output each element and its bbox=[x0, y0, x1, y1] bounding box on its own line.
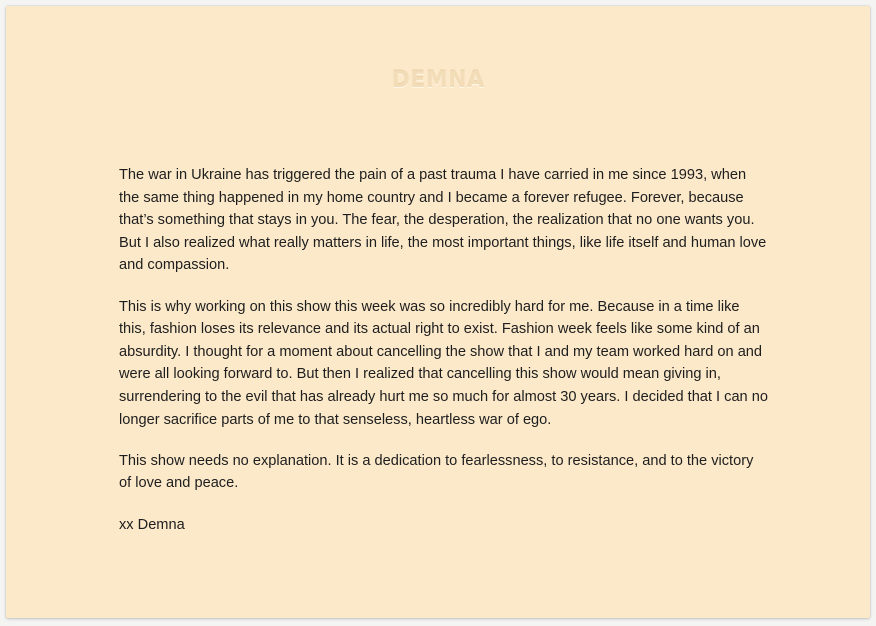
letter-card bbox=[6, 6, 870, 618]
letter-paragraph-2: This is why working on this show this week was so incredibly hard for me. Because in a time like this, fashion loses its relevance and its actual right to exist. Fashion week feels like some kind of an absurdity. I thought for a moment about cancelling the show that I and my team worked hard on and were all looking forward to. But then I realized that cancelling this show would mean giving in, surrendering to the evil that has already hurt me so much for almost 30 years. I decided that I can no longer sacrifice parts of me to that senseless, heartless war of ego. bbox=[119, 298, 768, 428]
letter-body bbox=[119, 164, 769, 536]
letter-signature: xx Demna bbox=[119, 516, 185, 533]
letter-paragraph-3: This show needs no explanation. It is a dedication to fearlessness, to resistance, and to the victory of love and peace. bbox=[119, 452, 754, 492]
letter-paragraph-1: The war in Ukraine has triggered the pain of a past trauma I have carried in me since 1993, when the same thing happened in my home country and I became a forever refugee. Forever, because that’s something that stays in you. The fear, the desperation, the realization that no one wants you. But I also realized what really matters in life, the most important things, like life itself and human love and compassion. bbox=[119, 167, 767, 274]
embossed-letterhead: DEMNA bbox=[391, 68, 485, 93]
